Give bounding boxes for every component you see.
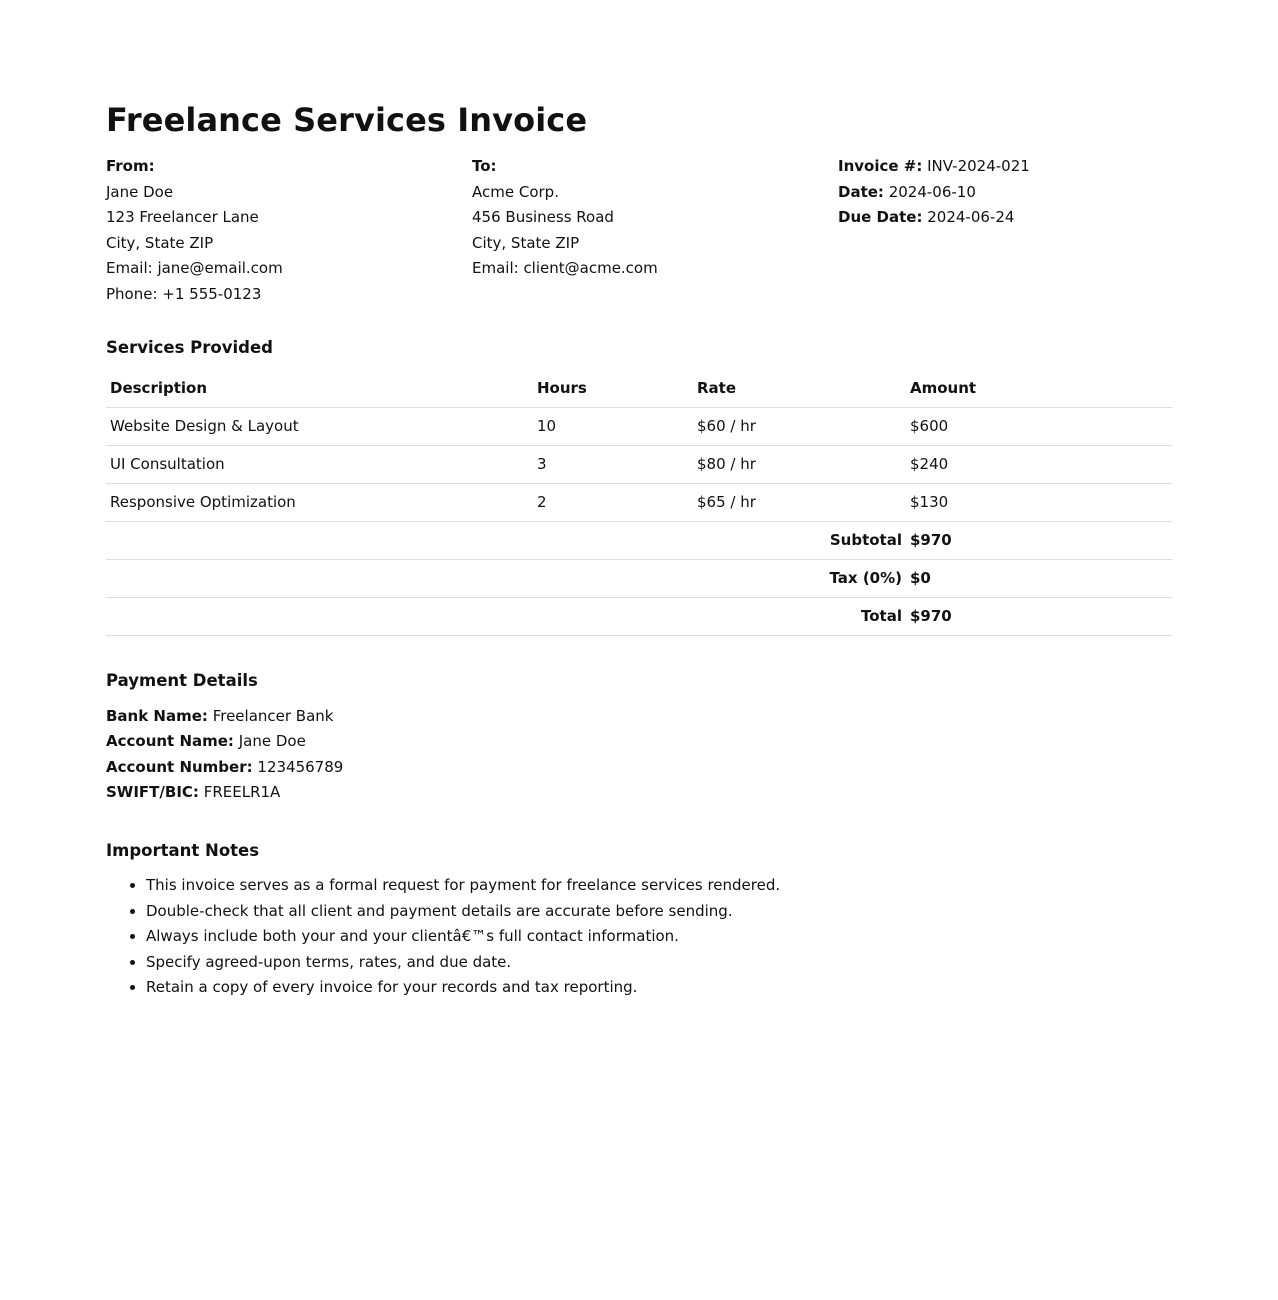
table-row xyxy=(106,407,1172,445)
invoice-number-line xyxy=(838,154,1172,180)
swift-label: SWIFT/BIC: xyxy=(106,783,199,802)
service-amount: $130 xyxy=(906,483,1172,521)
from-label: From: xyxy=(106,157,155,175)
column-header-hours: Hours xyxy=(533,370,693,408)
payment-details xyxy=(106,704,1172,806)
bank-name-line xyxy=(106,704,1172,730)
subtotal-value: $970 xyxy=(906,521,1172,559)
from-phone: Phone: +1 555-0123 xyxy=(106,284,262,303)
service-description: UI Consultation xyxy=(106,445,533,483)
to-name: Acme Corp. xyxy=(472,182,559,201)
invoice-meta-block xyxy=(838,154,1172,308)
service-hours: 3 xyxy=(533,445,693,483)
tax-row xyxy=(106,559,1172,597)
invoice-title: Freelance Services Invoice xyxy=(106,101,588,139)
to-address-line-2: City, State ZIP xyxy=(472,233,580,252)
table-row xyxy=(106,483,1172,521)
parties-section xyxy=(106,154,1172,308)
notes-heading: Important Notes xyxy=(106,840,260,860)
from-block xyxy=(106,154,472,308)
invoice-date-line xyxy=(838,180,1172,206)
column-header-rate: Rate xyxy=(693,370,906,408)
services-table xyxy=(106,370,1172,636)
from-address-line-2: City, State ZIP xyxy=(106,233,214,252)
service-rate: $80 / hr xyxy=(693,445,906,483)
service-hours: 2 xyxy=(533,483,693,521)
table-row xyxy=(106,445,1172,483)
service-hours: 10 xyxy=(533,407,693,445)
services-heading: Services Provided xyxy=(106,337,273,357)
account-name-line xyxy=(106,729,1172,755)
service-description: Website Design & Layout xyxy=(106,407,533,445)
from-name: Jane Doe xyxy=(106,182,174,201)
to-label: To: xyxy=(472,157,497,175)
to-block xyxy=(472,154,838,308)
tax-value: $0 xyxy=(906,559,1172,597)
due-date-label: Due Date: xyxy=(838,208,923,227)
bank-name-value: Freelancer Bank xyxy=(212,706,334,725)
account-name-label: Account Name: xyxy=(106,732,234,751)
list-item: • This invoice serves as a formal request for payment for freelance services rendered. xyxy=(146,873,1172,899)
invoice-date-label: Date: xyxy=(838,182,884,201)
due-date-line xyxy=(838,205,1172,231)
services-header-row xyxy=(106,370,1172,408)
due-date-value: 2024-06-24 xyxy=(927,208,1015,227)
from-address-line-1: 123 Freelancer Lane xyxy=(106,208,259,227)
list-item: • Retain a copy of every invoice for your records and tax reporting. xyxy=(146,975,1172,1001)
service-description: Responsive Optimization xyxy=(106,483,533,521)
invoice-date-value: 2024-06-10 xyxy=(888,182,976,201)
subtotal-row xyxy=(106,521,1172,559)
total-label: Total xyxy=(106,597,906,635)
list-item: • Double-check that all client and payment details are accurate before sending. xyxy=(146,899,1172,925)
column-header-description: Description xyxy=(106,370,533,408)
invoice-number-label: Invoice #: xyxy=(838,157,923,175)
subtotal-label: Subtotal xyxy=(106,521,906,559)
service-rate: $60 / hr xyxy=(693,407,906,445)
account-number-label: Account Number: xyxy=(106,757,253,776)
account-number-value: 123456789 xyxy=(257,757,344,776)
service-amount: $240 xyxy=(906,445,1172,483)
swift-line xyxy=(106,780,1172,806)
column-header-amount: Amount xyxy=(906,370,1172,408)
account-number-line xyxy=(106,755,1172,781)
bank-name-label: Bank Name: xyxy=(106,706,208,725)
to-email: Email: client@acme.com xyxy=(472,259,658,278)
total-row xyxy=(106,597,1172,635)
from-email: Email: jane@email.com xyxy=(106,259,283,278)
to-address-line-1: 456 Business Road xyxy=(472,208,614,227)
invoice-content xyxy=(106,98,1172,1001)
list-item: • Always include both your and your clientâ€™s full contact information. xyxy=(146,924,1172,950)
tax-label: Tax (0%) xyxy=(106,559,906,597)
payment-heading: Payment Details xyxy=(106,670,258,690)
service-amount: $600 xyxy=(906,407,1172,445)
list-item: • Specify agreed-upon terms, rates, and due date. xyxy=(146,950,1172,976)
swift-value: FREELR1A xyxy=(203,783,281,802)
account-name-value: Jane Doe xyxy=(238,732,306,751)
invoice-number-value: INV-2024-021 xyxy=(927,157,1030,175)
notes-list xyxy=(106,873,1172,1001)
service-rate: $65 / hr xyxy=(693,483,906,521)
total-value: $970 xyxy=(906,597,1172,635)
